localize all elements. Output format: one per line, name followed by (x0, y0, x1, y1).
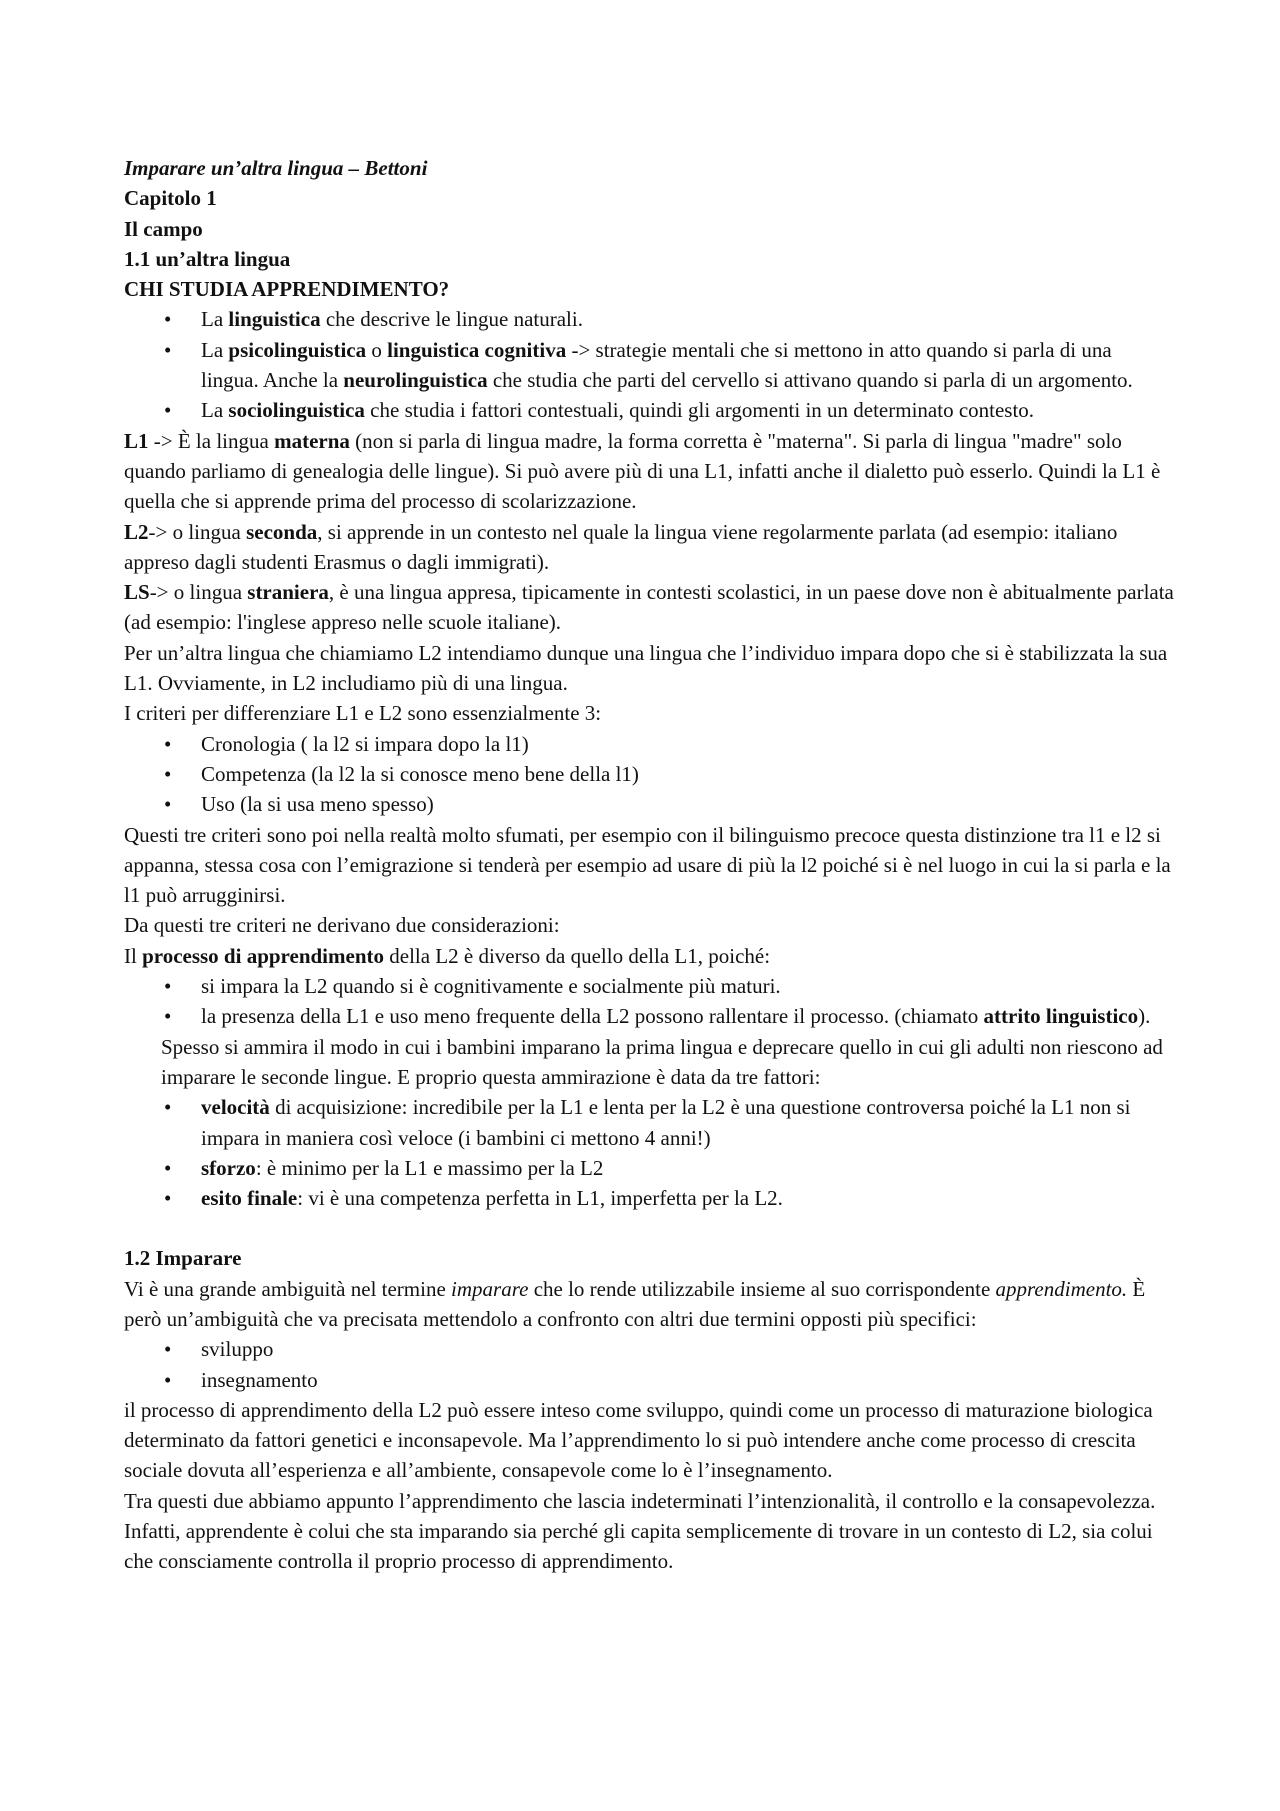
disciplines-list (124, 304, 1174, 425)
list-item: • sviluppo (124, 1334, 1174, 1364)
fattori-list (124, 1092, 1174, 1213)
l2-paragraph: L2-> o lingua seconda, si apprende in un contesto nel quale la lingua viene regolarmente parlata (ad esempio: italiano appreso dagli studenti Erasmus o dagli immigrati). (124, 519, 1118, 574)
list-item: • Cronologia ( la l2 si impara dopo la l1) (124, 729, 1174, 759)
document-body (124, 153, 1174, 1577)
list-item: • esito finale: vi è una competenza perfetta in L1, imperfetta per la L2. (124, 1183, 1174, 1213)
list-item: • la presenza della L1 e uso meno frequente della L2 possono rallentare il processo. (chiamato attrito linguistico). (124, 1001, 1174, 1031)
processo-paragraph: Il processo di apprendimento della L2 è diverso da quello della L1, poiché: (124, 943, 771, 968)
l1-paragraph: L1 -> È la lingua materna (non si parla di lingua madre, la forma corretta è "materna". Si parla di lingua "madre" solo quando parliamo di genealogia delle lingue). Si può avere più di una L1, infatti anche il dialetto può esserlo. Quindi la L1 è quella che si apprende prima del processo di scolarizzazione. (124, 428, 1161, 514)
list-item: • La linguistica che descrive le lingue naturali. (124, 304, 1174, 334)
section2-paragraph-1: Vi è una grande ambiguità nel termine imparare che lo rende utilizzabile insieme al suo corrispondente apprendimento. È però un’ambiguità che va precisata mettendolo a confronto con altri due termini opposti più specifici: (124, 1276, 1146, 1331)
list-item: • Uso (la si usa meno spesso) (124, 789, 1174, 819)
processo-list (124, 971, 1174, 1032)
sfumati-paragraph: Questi tre criteri sono poi nella realtà molto sfumati, per esempio con il bilinguismo precoce questa distinzione tra l1 e l2 si appanna, stessa cosa con l’emigrazione si tenderà per esempio ad usare di più la l2 poiché si è nel luogo in cui la si parla e la l1 può arrugginirsi. (124, 822, 1171, 908)
section2-heading: 1.2 Imparare (124, 1246, 242, 1271)
list-item: • si impara la L2 quando si è cognitivamente e socialmente più maturi. (124, 971, 1174, 1001)
list-item: • La sociolinguistica che studia i fattori contestuali, quindi gli argomenti in un determinato contesto. (124, 395, 1174, 425)
criteri-paragraph: I criteri per differenziare L1 e L2 sono essenzialmente 3: (124, 701, 602, 726)
ls-paragraph: LS-> o lingua straniera, è una lingua appresa, tipicamente in contesti scolastici, in un paese dove non è abitualmente parlata (ad esempio: l'inglese appreso nelle scuole italiane). (124, 580, 1174, 635)
ammirazione-paragraph: Spesso si ammira il modo in cui i bambini imparano la prima lingua e deprecare quello in cui gli adulti non riescono ad imparare le seconde lingue. E proprio questa ammirazione è data da tre fattori: (161, 1034, 1163, 1089)
section2-list (124, 1334, 1174, 1395)
list-item: • La psicolinguistica o linguistica cognitiva -> strategie mentali che si mettono in atto quando si parla di una lingua. Anche la neurolinguistica che studia che parti del cervello si attivano quando si parla di un argomento. (124, 335, 1174, 396)
list-item: • insegnamento (124, 1365, 1174, 1395)
section-heading: Il campo (124, 216, 203, 241)
list-item: • velocità di acquisizione: incredibile per la L1 e lenta per la L2 è una questione controversa poiché la L1 non si impara in maniera così veloce (i bambini ci mettono 4 anni!) (124, 1092, 1174, 1153)
question-heading: CHI STUDIA APPRENDIMENTO? (124, 277, 450, 302)
considerazioni-paragraph: Da questi tre criteri ne derivano due considerazioni: (124, 913, 560, 938)
spacer (124, 1213, 1174, 1243)
doc-title: Imparare un’altra lingua – Bettoni (124, 156, 428, 180)
criteri-list (124, 729, 1174, 820)
list-item: • Competenza (la l2 la si conosce meno bene della l1) (124, 759, 1174, 789)
chapter-heading: Capitolo 1 (124, 186, 217, 211)
section2-paragraph-3: Tra questi due abbiamo appunto l’apprendimento che lascia indeterminati l’intenzionalità, il controllo e la consapevolezza. Infatti, apprendente è colui che sta imparando sia perché gli capita semplicemente di trovare in un contesto di L2, sia colui che consciamente controlla il proprio processo di apprendimento. (124, 1488, 1156, 1574)
subsection-heading: 1.1 un’altra lingua (124, 246, 291, 271)
list-item: • sforzo: è minimo per la L1 e massimo per la L2 (124, 1153, 1174, 1183)
section2-paragraph-2: il processo di apprendimento della L2 può essere inteso come sviluppo, quindi come un processo di maturazione biologica determinato da fattori genetici e inconsapevole. Ma l’apprendimento lo si può intendere anche come processo di crescita sociale dovuta all’esperienza e all’ambiente, consapevole come lo è l’insegnamento. (124, 1397, 1153, 1483)
altra-lingua-paragraph: Per un’altra lingua che chiamiamo L2 intendiamo dunque una lingua che l’individuo impara dopo che si è stabilizzata la sua L1. Ovviamente, in L2 includiamo più di una lingua. (124, 640, 1168, 696)
